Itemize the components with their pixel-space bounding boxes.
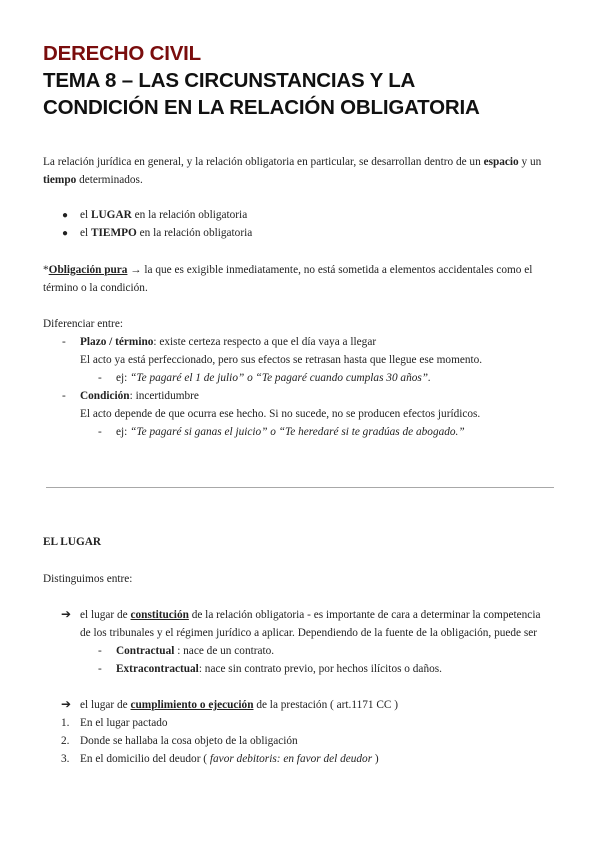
dash-icon: - <box>98 426 102 438</box>
extracontractual-item: Extracontractual: nace sin contrato previo, por hechos ilícitos o daños. <box>116 663 442 675</box>
lugar-heading: EL LUGAR <box>43 536 102 548</box>
dash-icon: - <box>98 372 102 384</box>
title-line-2: CONDICIÓN EN LA RELACIÓN OBLIGATORIA <box>43 96 480 119</box>
contractual-item: Contractual : nace de un contrato. <box>116 645 275 657</box>
bullet-icon: ● <box>62 210 69 221</box>
lugar-intro: Distinguimos entre: <box>43 573 133 585</box>
section-divider <box>46 487 554 488</box>
plazo-example: ej: “Te pagaré el 1 de julio” o “Te pagaré cuando cumplas 30 años”. <box>116 372 431 384</box>
plazo-description: El acto ya está perfeccionado, pero sus efectos se retrasan hasta que llegue ese momento. <box>80 354 483 366</box>
obligacion-pura-line-2: término o la condición. <box>43 282 148 294</box>
title-line-1: TEMA 8 – LAS CIRCUNSTANCIAS Y LA <box>43 69 416 92</box>
list-number: 1. <box>61 717 70 729</box>
intro-text: y un <box>518 156 542 168</box>
plazo-item: Plazo / término: existe certeza respecto a que el día vaya a llegar <box>80 336 377 348</box>
obligacion-pura-term: Obligación pura <box>48 264 128 276</box>
intro-espacio: espacio <box>483 156 519 168</box>
dash-icon: - <box>62 390 66 402</box>
intro-text: La relación jurídica en general, y la relación obligatoria en particular, se desarrollan dentro de un <box>43 156 484 168</box>
list-number: 3. <box>61 753 70 765</box>
list-item: En el lugar pactado <box>80 717 168 729</box>
diferenciar-intro: Diferenciar entre: <box>43 318 123 330</box>
bullet-item-tiempo: el TIEMPO en la relación obligatoria <box>80 227 253 239</box>
arrow-icon: ➔ <box>61 607 72 621</box>
constitucion-line-2: de los tribunales y el régimen jurídico a aplicar. Dependiendo de la fuente de la obligación, puede ser <box>80 627 538 639</box>
arrow-icon: ➔ <box>61 697 72 711</box>
list-number: 2. <box>61 735 70 747</box>
intro-line-2 <box>43 173 143 187</box>
list-item: Donde se hallaba la cosa objeto de la obligación <box>80 735 298 747</box>
intro-text: determinados. <box>76 174 143 186</box>
condicion-description: El acto depende de que ocurra ese hecho. Si no sucede, no se producen efectos jurídicos. <box>80 408 481 420</box>
obligacion-pura-line-1: *Obligación pura → la que es exigible inmediatamente, no está sometida a elementos accidentales como el <box>43 264 533 276</box>
condicion-example: ej: “Te pagaré si ganas el juicio” o “Te heredaré si te gradúas de abogado.” <box>116 426 465 438</box>
dash-icon: - <box>98 663 102 675</box>
dash-icon: - <box>98 645 102 657</box>
cumplimiento-item: el lugar de cumplimiento o ejecución de la prestación ( art.1171 CC ) <box>80 699 399 711</box>
intro-line-1 <box>43 155 541 169</box>
subject-heading: DERECHO CIVIL <box>43 42 201 65</box>
constitucion-item: el lugar de constitución de la relación obligatoria - es importante de cara a determinar la competencia <box>80 609 541 621</box>
dash-icon: - <box>62 336 66 348</box>
bullet-item-lugar: el LUGAR en la relación obligatoria <box>80 209 248 221</box>
list-item: En el domicilio del deudor ( favor debitoris: en favor del deudor ) <box>80 753 379 765</box>
condicion-item: Condición: incertidumbre <box>80 390 199 402</box>
bullet-icon: ● <box>62 228 69 239</box>
intro-tiempo: tiempo <box>43 174 77 186</box>
